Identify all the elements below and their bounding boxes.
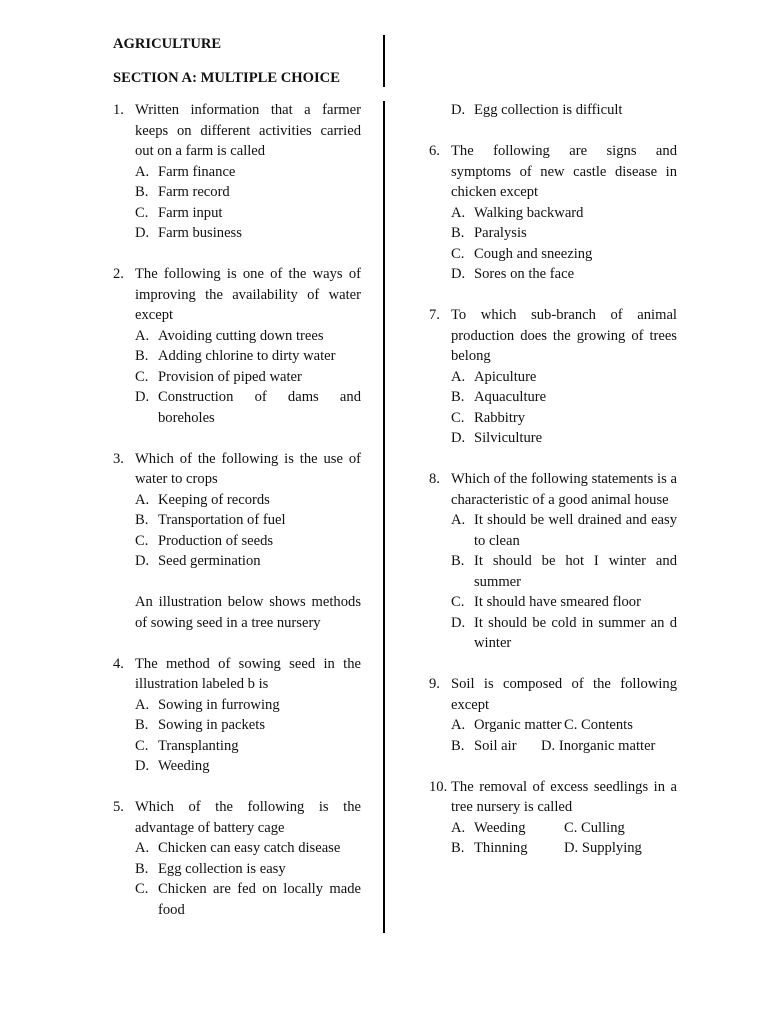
option-a: A. Chicken can easy catch disease xyxy=(135,840,341,856)
option-d: D. Seed germination xyxy=(135,553,261,569)
question-number: 7. xyxy=(429,307,440,323)
option-a: A. Apiculture xyxy=(451,368,537,385)
option-a: A. Keeping of records xyxy=(135,491,270,508)
question-number: 1. xyxy=(113,102,124,118)
option-c: C. Farm input xyxy=(135,204,223,221)
question-stem: Which of the following is the use of water to crops xyxy=(135,450,361,487)
question-6 xyxy=(429,141,677,285)
option-a: A. Organic matter xyxy=(451,717,562,733)
question-number: 5. xyxy=(113,799,124,815)
option-c: C. It should have smeared floor xyxy=(451,594,641,610)
option-c: C. Culling xyxy=(564,819,625,836)
header-divider xyxy=(383,35,385,87)
subject-title: AGRICULTURE xyxy=(113,36,222,52)
option-b: B. Soil air xyxy=(451,737,517,754)
question-number: 9. xyxy=(429,676,440,692)
question-number: 3. xyxy=(113,450,124,467)
option-c: C. Rabbitry xyxy=(451,409,526,426)
option-a: A. Walking backward xyxy=(451,204,584,221)
question-stem: To which sub-branch of animal production does the growing of trees belong xyxy=(451,307,677,364)
right-column xyxy=(429,100,677,879)
question-stem: The removal of excess seedlings in a tree nursery is called xyxy=(451,778,677,815)
option-a: A. Weeding xyxy=(451,819,526,836)
option-a: A. Avoiding cutting down trees xyxy=(135,327,324,344)
option-row-2 xyxy=(451,838,677,859)
question-5 xyxy=(113,797,361,920)
question-number: 10. xyxy=(429,778,448,795)
question-stem: Which of the following statements is a characteristic of a good animal house xyxy=(451,471,677,508)
question-number: 2. xyxy=(113,266,124,282)
question-number: 4. xyxy=(113,655,124,672)
option-d: D. Construction of dams and boreholes xyxy=(135,389,361,426)
option-a: A. Farm finance xyxy=(135,163,236,180)
option-c: C. Production of seeds xyxy=(135,532,274,549)
option-d: D. It should be cold in summer an d winter xyxy=(451,614,677,651)
option-a: A. Sowing in furrowing xyxy=(135,696,280,713)
question-3 xyxy=(113,449,361,572)
option-c: C. Contents xyxy=(564,717,633,733)
option-d: D. Egg collection is difficult xyxy=(451,102,623,118)
option-c: C. Cough and sneezing xyxy=(451,245,593,262)
question-number: 8. xyxy=(429,471,440,487)
question-stem: The following are signs and symptoms of new castle disease in chicken except xyxy=(451,143,677,200)
option-b: B. Aquaculture xyxy=(451,389,547,405)
option-row-1 xyxy=(451,715,677,736)
question-9 xyxy=(429,674,677,756)
option-c: C. Provision of piped water xyxy=(135,368,302,385)
question-5-continued xyxy=(429,100,677,121)
option-b: B. Egg collection is easy xyxy=(135,860,286,877)
illustration-note: An illustration below shows methods of sowing seed in a tree nursery xyxy=(135,594,361,631)
option-a: A. It should be well drained and easy to clean xyxy=(451,512,677,549)
option-b: B. Sowing in packets xyxy=(135,717,266,733)
question-8 xyxy=(429,469,677,654)
option-d: D. Silviculture xyxy=(451,430,543,446)
option-b: B. Adding chlorine to dirty water xyxy=(135,348,336,364)
question-2 xyxy=(113,264,361,428)
left-column xyxy=(113,100,361,941)
question-stem: Written information that a farmer keeps on different activities carried out on a farm is called xyxy=(135,102,361,159)
option-c: C. Chicken are fed on locally made food xyxy=(135,881,361,918)
option-b: B. Thinning xyxy=(451,840,528,856)
question-number: 6. xyxy=(429,143,440,159)
option-d: D. Weeding xyxy=(135,758,210,774)
column-divider xyxy=(383,101,385,933)
question-10 xyxy=(429,777,677,859)
option-b: B. Transportation of fuel xyxy=(135,512,286,528)
option-b: B. Farm record xyxy=(135,184,230,200)
option-d: D. Supplying xyxy=(564,840,642,856)
question-stem: Which of the following is the advantage of battery cage xyxy=(135,799,361,836)
option-d: D. Farm business xyxy=(135,225,242,241)
option-c: C. Transplanting xyxy=(135,737,239,754)
option-row-1 xyxy=(451,818,677,839)
section-title: SECTION A: MULTIPLE CHOICE xyxy=(113,70,340,86)
option-row-2 xyxy=(451,736,677,757)
question-stem: The following is one of the ways of improving the availability of water except xyxy=(135,266,361,323)
question-4 xyxy=(113,654,361,777)
option-d: D. Inorganic matter xyxy=(541,737,656,754)
option-d: D. Sores on the face xyxy=(451,266,575,282)
question-stem: Soil is composed of the following except xyxy=(451,676,677,713)
question-7 xyxy=(429,305,677,449)
option-b: B. Paralysis xyxy=(451,225,527,241)
option-b: B. It should be hot I winter and summer xyxy=(451,553,677,590)
question-stem: The method of sowing seed in the illustration labeled b is xyxy=(135,655,361,692)
question-1 xyxy=(113,100,361,244)
